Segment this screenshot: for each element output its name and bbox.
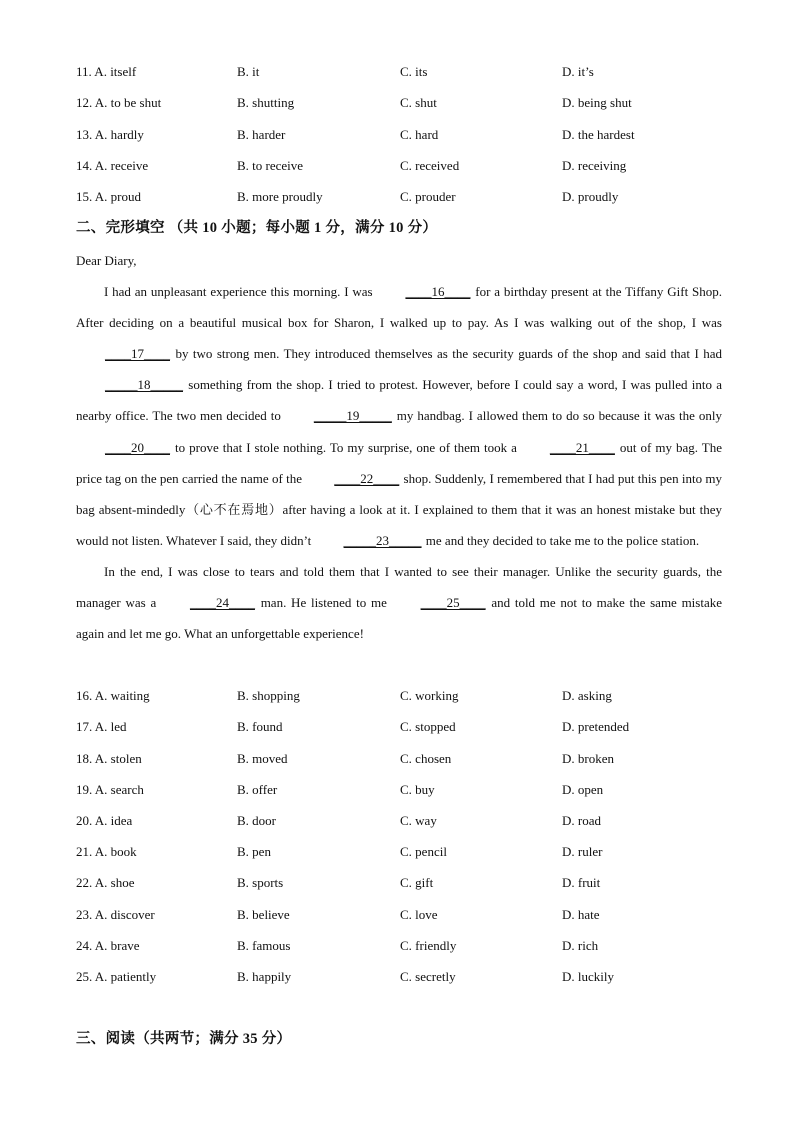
salutation: Dear Diary, bbox=[76, 253, 137, 268]
option-b: B. sports bbox=[237, 875, 284, 890]
option-b: B. pen bbox=[237, 844, 271, 859]
blank-21: ____21____ bbox=[549, 439, 615, 455]
option-b: B. more proudly bbox=[237, 189, 323, 204]
option-a: 22. A. shoe bbox=[76, 875, 135, 890]
option-d: D. rich bbox=[562, 938, 599, 953]
option-b: B. famous bbox=[237, 938, 291, 953]
option-b: B. happily bbox=[237, 969, 292, 984]
cloze-passage bbox=[76, 245, 722, 649]
option-a: 16. A. waiting bbox=[76, 688, 150, 703]
section-2-heading: 二、完形填空 （共 10 小题；每小题 1 分，满分 10 分） bbox=[76, 220, 438, 236]
option-c: C. its bbox=[400, 64, 428, 79]
option-a: 13. A. hardly bbox=[76, 127, 144, 142]
question-25-options bbox=[76, 967, 726, 987]
option-b: B. door bbox=[237, 813, 276, 828]
option-d: D. receiving bbox=[562, 158, 627, 173]
option-d: D. hate bbox=[562, 907, 600, 922]
option-d: D. the hardest bbox=[562, 127, 635, 142]
blank-19: _____19_____ bbox=[313, 408, 392, 424]
question-16-options bbox=[76, 686, 726, 706]
option-d: D. being shut bbox=[562, 95, 632, 110]
option-a: 11. A. itself bbox=[76, 64, 137, 79]
question-19-options bbox=[76, 780, 726, 800]
option-b: B. shutting bbox=[237, 95, 295, 110]
blank-16: ____16____ bbox=[405, 284, 471, 300]
option-a: 12. A. to be shut bbox=[76, 95, 162, 110]
question-17-options bbox=[76, 717, 726, 737]
option-d: D. pretended bbox=[562, 719, 630, 734]
option-b: B. harder bbox=[237, 127, 286, 142]
option-c: C. love bbox=[400, 907, 438, 922]
option-b: B. moved bbox=[237, 751, 288, 766]
option-d: D. asking bbox=[562, 688, 612, 703]
option-c: C. gift bbox=[400, 875, 434, 890]
question-23-options bbox=[76, 905, 726, 925]
option-c: C. working bbox=[400, 688, 459, 703]
option-a: 18. A. stolen bbox=[76, 751, 142, 766]
question-11-options bbox=[76, 62, 726, 82]
option-b: B. believe bbox=[237, 907, 290, 922]
blank-20: ____20____ bbox=[105, 439, 170, 455]
question-18-options bbox=[76, 749, 726, 769]
blank-23: _____23_____ bbox=[343, 532, 422, 548]
option-c: C. secretly bbox=[400, 969, 456, 984]
option-c: C. way bbox=[400, 813, 437, 828]
option-d: D. ruler bbox=[562, 844, 603, 859]
blank-24: ____24____ bbox=[189, 595, 255, 611]
option-a: 25. A. patiently bbox=[76, 969, 157, 984]
option-c: C. shut bbox=[400, 95, 437, 110]
question-22-options bbox=[76, 873, 726, 893]
option-d: D. luckily bbox=[562, 969, 614, 984]
option-d: D. proudly bbox=[562, 189, 619, 204]
option-c: C. hard bbox=[400, 127, 439, 142]
option-c: C. received bbox=[400, 158, 460, 173]
option-c: C. buy bbox=[400, 782, 435, 797]
passage-paragraph-1: I had an unpleasant experience this morning. I was ____16____ for a birthday present at the Tiffany Gift Shop. After deciding on a beautiful musical box for Sharon, I walked up to pay. As I was walking out of the shop, I was ____17____ by two strong men. They introduced themselves as the security guards of the shop and said that I had _____18_____ something from the shop. I tried to protest. However, before I could say a word, I was pulled into a nearby office. The two men decided to _____19_____ my handbag. I allowed them to do so because it was the only ____20____ to prove that I stole nothing. To my surprise, one of them took a ____21____ out of my bag. The price tag on the pen carried the name of the ____22____ shop. Suddenly, I remembered that I had put this pen into my bag absent-mindedly（心不在焉地）after having a look at it. I explained to them that it was an honest mistake but they would not listen. Whatever I said, they didn’t _____23_____ me and they decided to take me to the police station. bbox=[76, 276, 722, 556]
option-a: 15. A. proud bbox=[76, 189, 141, 204]
option-c: C. chosen bbox=[400, 751, 452, 766]
option-a: 20. A. idea bbox=[76, 813, 133, 828]
option-d: D. broken bbox=[562, 751, 614, 766]
passage-paragraph-2: In the end, I was close to tears and told them that I wanted to see their manager. Unlike the security guards, the manager was a ____24____ man. He listened to me ____25____ and told me not to make the same mistake again and let me go. What an unforgettable experience! bbox=[76, 563, 722, 642]
question-12-options bbox=[76, 93, 726, 113]
option-b: B. offer bbox=[237, 782, 278, 797]
option-d: D. road bbox=[562, 813, 601, 828]
blank-25: ____25____ bbox=[420, 595, 486, 611]
question-14-options bbox=[76, 156, 726, 176]
option-d: D. fruit bbox=[562, 875, 601, 890]
option-d: D. open bbox=[562, 782, 604, 797]
option-c: C. stopped bbox=[400, 719, 456, 734]
option-a: 21. A. book bbox=[76, 844, 137, 859]
option-a: 23. A. discover bbox=[76, 907, 155, 922]
option-b: B. it bbox=[237, 64, 260, 79]
option-a: 17. A. led bbox=[76, 719, 127, 734]
question-21-options bbox=[76, 842, 726, 862]
option-c: C. pencil bbox=[400, 844, 447, 859]
option-c: C. friendly bbox=[400, 938, 457, 953]
option-a: 24. A. brave bbox=[76, 938, 140, 953]
option-a: 14. A. receive bbox=[76, 158, 149, 173]
question-13-options bbox=[76, 125, 726, 145]
blank-22: ____22____ bbox=[334, 470, 400, 486]
option-c: C. prouder bbox=[400, 189, 456, 204]
blank-17: ____17____ bbox=[105, 346, 170, 362]
question-20-options bbox=[76, 811, 726, 831]
question-24-options bbox=[76, 936, 726, 956]
blank-18: _____18_____ bbox=[105, 377, 183, 393]
option-b: B. shopping bbox=[237, 688, 300, 703]
option-b: B. found bbox=[237, 719, 283, 734]
option-d: D. it’s bbox=[562, 64, 594, 79]
section-3-heading: 三、阅读（共两节；满分 35 分） bbox=[76, 1031, 292, 1047]
option-a: 19. A. search bbox=[76, 782, 144, 797]
option-b: B. to receive bbox=[237, 158, 304, 173]
question-15-options bbox=[76, 187, 726, 207]
